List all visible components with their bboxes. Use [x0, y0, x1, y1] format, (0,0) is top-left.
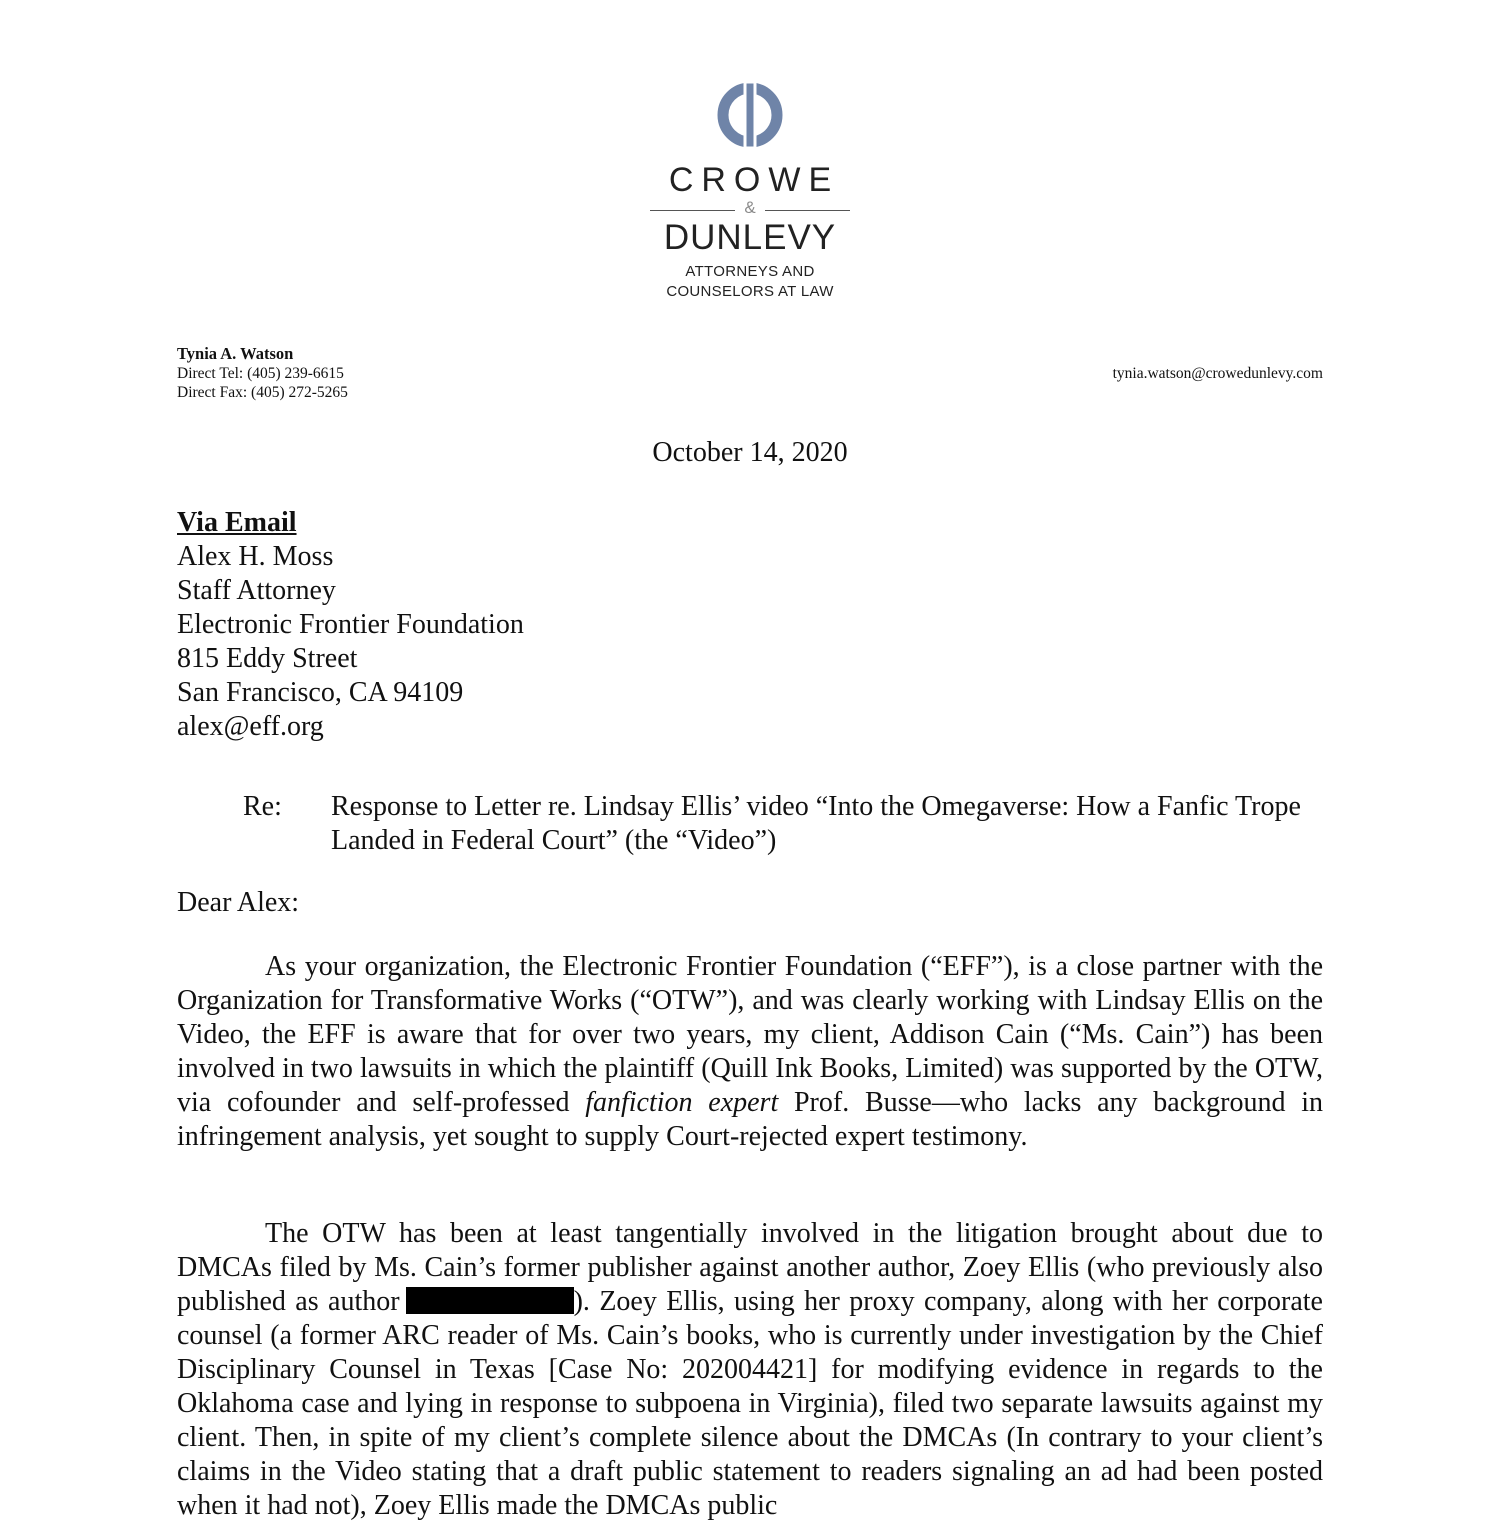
firm-name-crowe: CROWE	[668, 161, 840, 199]
firm-tagline	[620, 262, 880, 302]
crowe-dunlevy-circle-icon	[710, 82, 790, 152]
recipient-title: Staff Attorney	[177, 575, 336, 606]
firm-ampersand-row	[650, 200, 850, 220]
sender-tel: Direct Tel: (405) 239-6615	[177, 364, 344, 382]
recipient-street: 815 Eddy Street	[177, 643, 358, 674]
paragraph-1-text-a: As your organization, the Electronic Frontier Foundation (“EFF”), is a close partner with the Organization for Transformative Works (“OTW”), and was clearly working with Lindsay Ellis on the Video, the EFF is aware that for over two years, my client, Addison Cain (“Ms. Cain”) has been involved in two lawsuits in which the plaintiff (Quill Ink Books, Limited) was supported by the OTW, via cofounder and self-professed	[177, 951, 1323, 1118]
recipient-organization: Electronic Frontier Foundation	[177, 609, 524, 640]
sender-name: Tynia A. Watson	[177, 344, 294, 363]
subject-text: Response to Letter re. Lindsay Ellis’ video “Into the Omegaverse: How a Fanfic Trope Landed in Federal Court” (the “Video”)	[331, 791, 1301, 856]
firm-ampersand: &	[744, 198, 756, 217]
divider-right	[765, 210, 850, 211]
salutation: Dear Alex:	[177, 887, 300, 918]
letterhead-logo	[620, 82, 880, 312]
recipient-email: alex@eff.org	[177, 711, 324, 742]
redaction-box	[406, 1287, 574, 1314]
paragraph-1-text-b: Prof. Busse—who lacks any background in infringement analysis, yet sought to supply Court-rejected expert testimony.	[177, 1087, 1323, 1152]
delivery-method: Via Email	[177, 507, 297, 538]
body-paragraph-2	[177, 1217, 1323, 1523]
letter-date: October 14, 2020	[652, 437, 848, 468]
paragraph-2-text-a: The OTW has been at least tangentially involved in the litigation brought about due to DMCAs filed by Ms. Cain’s former publisher against another author, Zoey Ellis (who previously also published as author	[177, 1218, 1323, 1317]
paragraph-2-text-b: ). Zoey Ellis, using her proxy company, along with her corporate counsel (a former ARC reader of Ms. Cain’s books, who is currently under investigation by the Chief Disciplinary Counsel in Texas [Case No: 202004421] for modifying evidence in regards to the Oklahoma case and lying in response to subpoena in Virginia), filed two separate lawsuits against my client. Then, in spite of my client’s complete silence about the DMCAs (In contrary to your client’s claims in the Video stating that a draft public statement to readers signaling an ad had been posted when it had not), Zoey Ellis made the DMCAs public	[177, 1286, 1323, 1521]
firm-tagline-line1: ATTORNEYS AND	[685, 263, 815, 280]
recipient-city: San Francisco, CA 94109	[177, 677, 464, 708]
subject-label: Re:	[243, 791, 282, 822]
firm-name-dunlevy: DUNLEVY	[663, 218, 837, 257]
sender-block	[177, 344, 348, 403]
paragraph-1-emphasis: fanfiction expert	[585, 1087, 779, 1118]
body-paragraph-1	[177, 950, 1323, 1154]
sender-email: tynia.watson@crowedunlevy.com	[1112, 365, 1323, 382]
firm-tagline-line2: COUNSELORS AT LAW	[666, 283, 834, 300]
recipient-name: Alex H. Moss	[177, 541, 334, 572]
recipient-block	[177, 506, 524, 744]
sender-fax: Direct Fax: (405) 272-5265	[177, 384, 348, 401]
